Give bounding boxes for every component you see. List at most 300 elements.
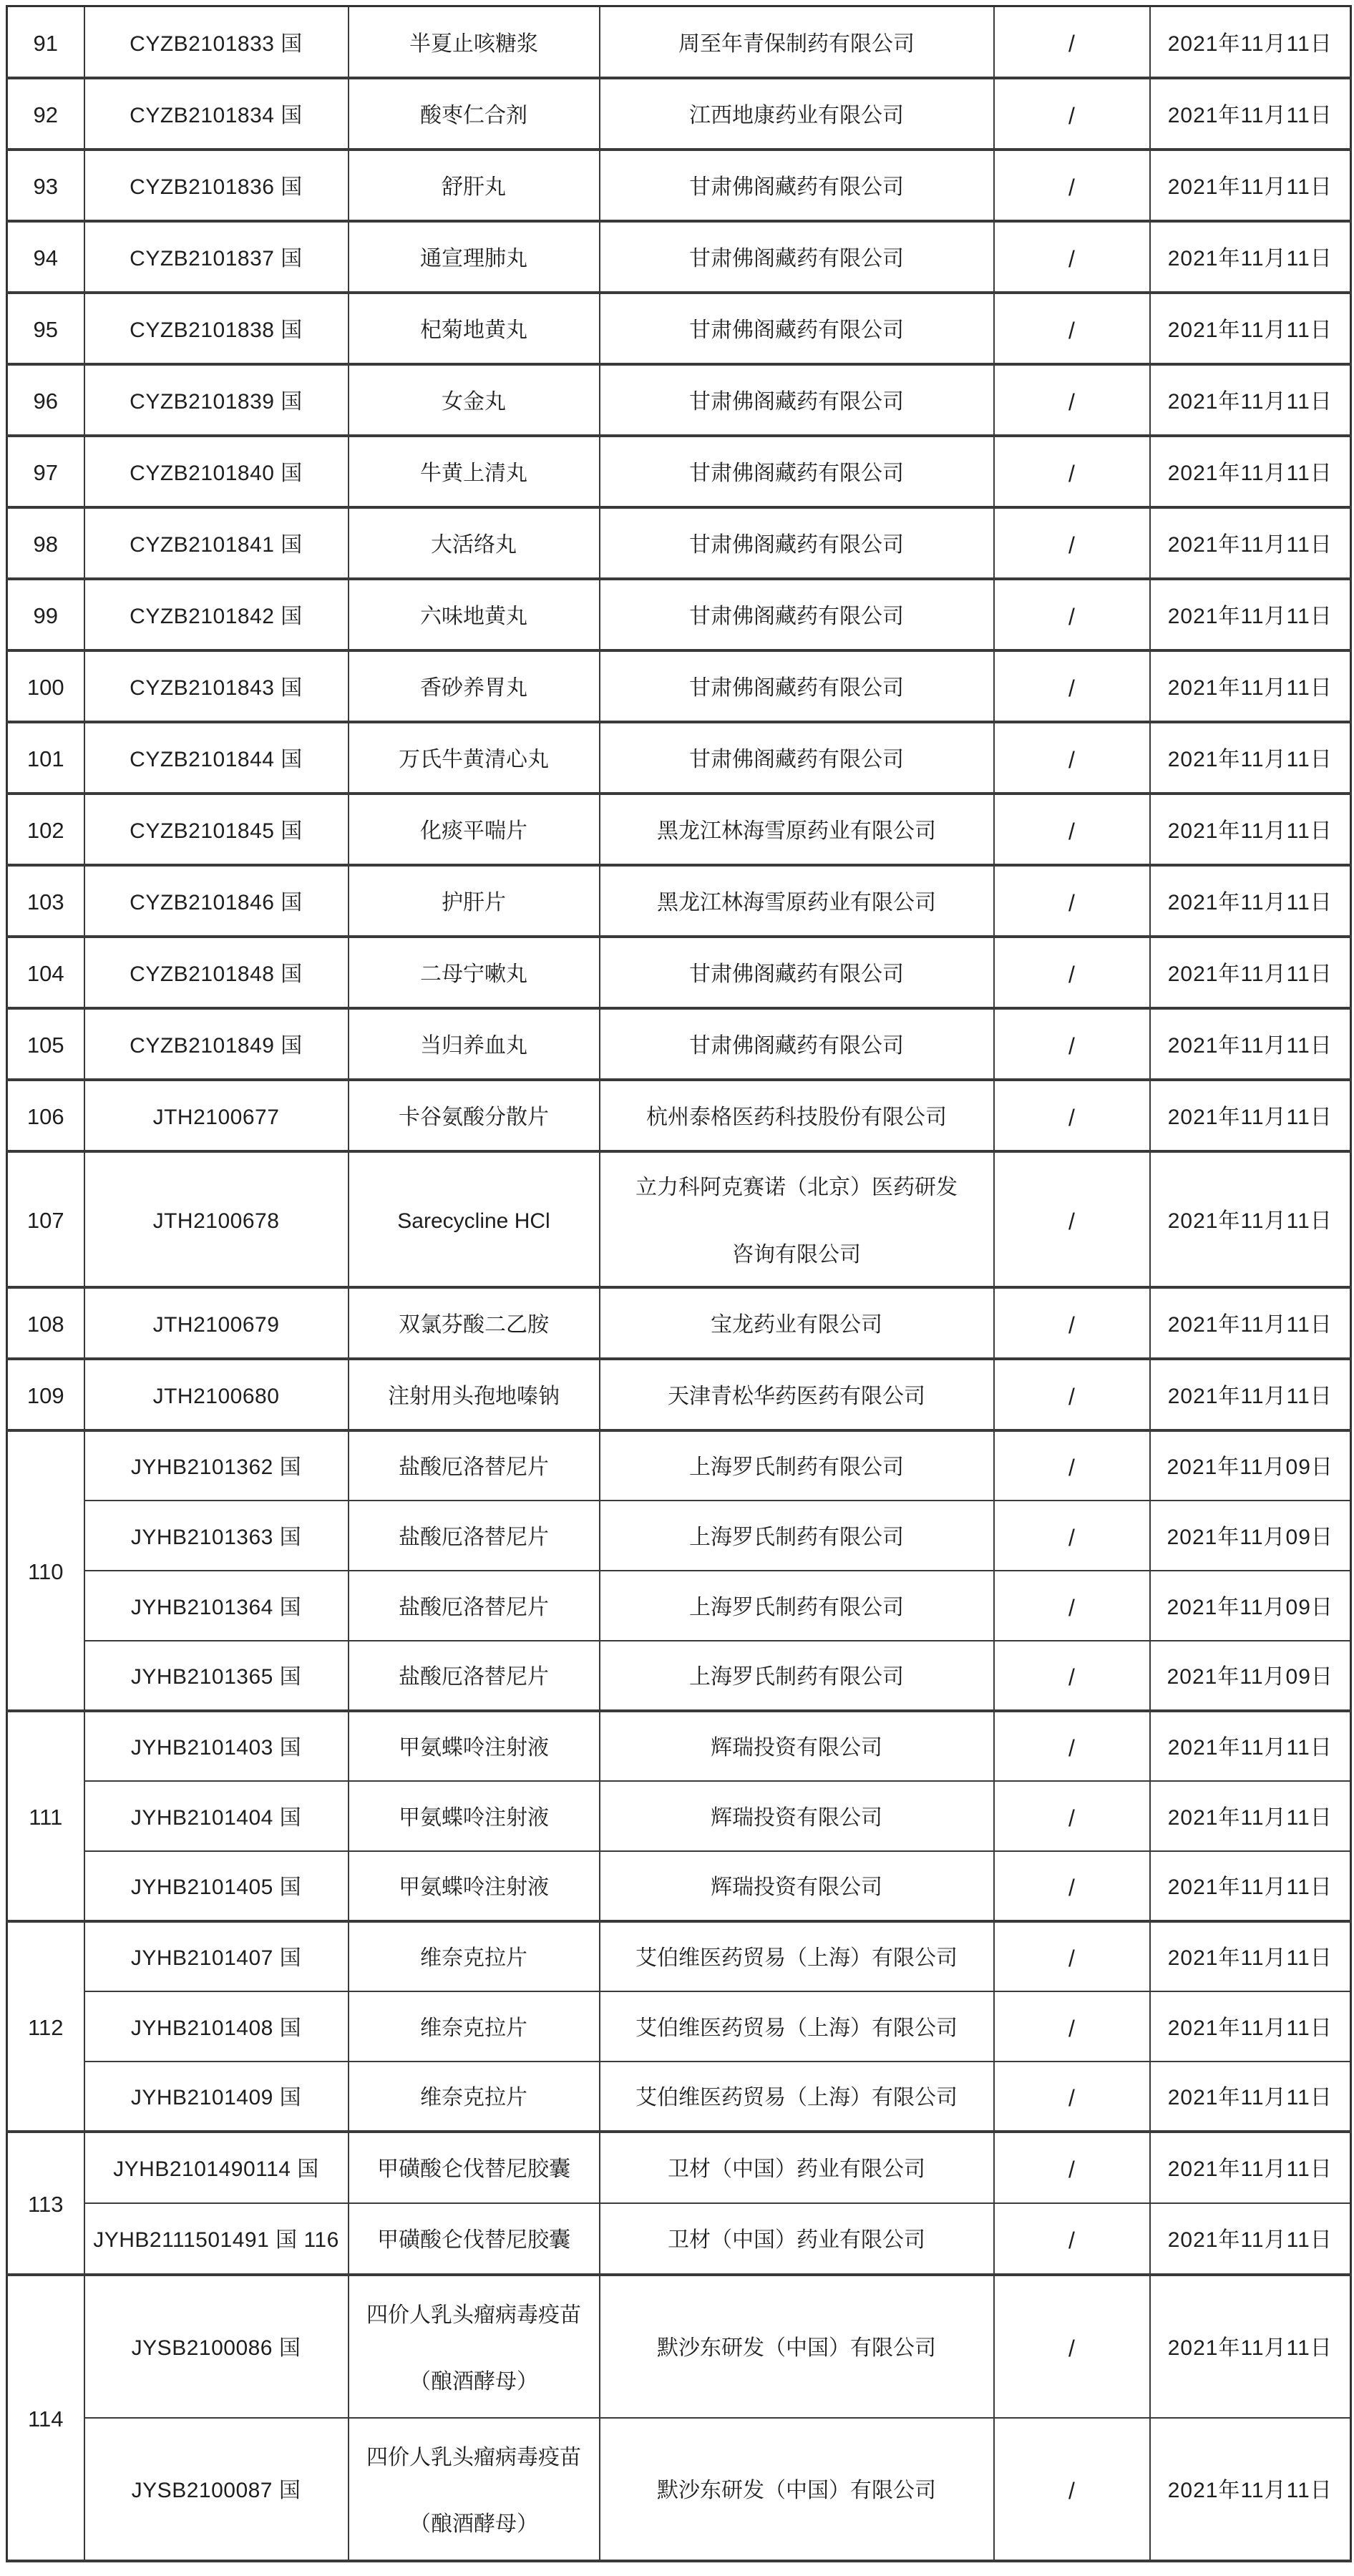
drug-name-cell — [349, 293, 600, 364]
table-row — [7, 1430, 1351, 1501]
drug-name-cell — [349, 1781, 600, 1851]
slash-cell-text: / — [1068, 675, 1075, 701]
acceptance-no-cell — [84, 1080, 349, 1151]
date-cell — [1150, 436, 1351, 507]
drug-name-cell — [349, 1991, 600, 2062]
company-cell-text: 甘肃佛阁藏药有限公司 — [689, 318, 904, 342]
drug-name-cell — [349, 650, 600, 722]
date-cell-text: 2021年11月09日 — [1167, 1595, 1333, 1619]
acceptance-no-cell-text: JYSB2100087 国 — [131, 2479, 301, 2503]
acceptance-no-cell-text: JTH2100678 — [152, 1209, 280, 1233]
slash-cell-text: / — [1068, 1455, 1075, 1480]
company-cell-text: 甘肃佛阁藏药有限公司 — [689, 532, 904, 557]
acceptance-no-cell-text: JYHB2101364 国 — [130, 1595, 302, 1619]
seq-cell — [7, 1080, 84, 1151]
table-row — [7, 221, 1351, 293]
drug-name-cell-text: 牛黄上清丸 — [420, 461, 527, 485]
table-row — [7, 1080, 1351, 1151]
company-cell-text: 辉瑞投资有限公司 — [711, 1805, 882, 1830]
company-cell — [600, 1711, 994, 1781]
acceptance-no-cell-text: JYHB2101362 国 — [130, 1455, 302, 1480]
seq-cell-text: 91 — [33, 30, 58, 56]
acceptance-no-cell-text: CYZB2101836 国 — [130, 175, 303, 199]
seq-cell-text: 94 — [33, 245, 58, 271]
drug-name-cell — [349, 722, 600, 794]
acceptance-no-cell — [84, 1008, 349, 1080]
slash-cell-text: / — [1068, 174, 1075, 200]
slash-cell-text: / — [1068, 245, 1075, 272]
company-cell — [600, 6, 994, 78]
date-cell-text: 2021年11月11日 — [1167, 819, 1333, 843]
slash-cell — [994, 579, 1150, 650]
table-row — [7, 1711, 1351, 1781]
table-row — [7, 2275, 1351, 2418]
date-cell-text: 2021年11月11日 — [1167, 747, 1333, 771]
slash-cell — [994, 2062, 1150, 2132]
acceptance-no-cell — [84, 78, 349, 150]
drug-name-cell-text: 万氏牛黄清心丸 — [399, 747, 549, 771]
acceptance-no-cell-text: CYZB2101848 国 — [130, 962, 303, 986]
seq-cell — [7, 1359, 84, 1430]
date-cell — [1150, 2062, 1351, 2132]
table-row — [7, 1851, 1351, 1921]
drug-name-cell-text: 护肝片 — [442, 890, 506, 914]
acceptance-no-cell — [84, 1287, 349, 1359]
table-row — [7, 6, 1351, 78]
acceptance-no-cell-text: CYZB2101844 国 — [130, 747, 303, 771]
seq-cell-text: 95 — [33, 317, 58, 343]
company-cell-text: 艾伯维医药贸易（上海）有限公司 — [635, 2016, 958, 2040]
drug-name-cell-text: 杞菊地黄丸 — [420, 318, 527, 342]
slash-cell-text: / — [1068, 818, 1075, 844]
acceptance-no-cell — [84, 150, 349, 221]
slash-cell-text: / — [1068, 317, 1075, 343]
seq-cell-text: 107 — [26, 1208, 64, 1234]
date-cell-text: 2021年11月11日 — [1167, 604, 1333, 628]
slash-cell — [994, 2418, 1150, 2561]
slash-cell-text: / — [1068, 102, 1075, 129]
date-cell — [1150, 1641, 1351, 1711]
company-cell-text: 杭州泰格医药科技股份有限公司 — [646, 1105, 947, 1129]
date-cell-text: 2021年11月11日 — [1167, 1033, 1333, 1058]
company-cell-text: 立力科阿克赛诺（北京）医药研发 — [635, 1176, 958, 1199]
company-cell-text: 甘肃佛阁藏药有限公司 — [689, 1033, 904, 1058]
acceptance-no-cell — [84, 1921, 349, 1991]
seq-cell — [7, 78, 84, 150]
slash-cell — [994, 364, 1150, 436]
slash-cell-text: / — [1068, 1208, 1075, 1234]
company-cell-text: 甘肃佛阁藏药有限公司 — [689, 175, 904, 199]
acceptance-no-cell — [84, 865, 349, 937]
acceptance-no-cell — [84, 436, 349, 507]
date-cell-text: 2021年11月11日 — [1167, 890, 1333, 914]
acceptance-no-cell-text: CYZB2101846 国 — [130, 890, 303, 914]
acceptance-no-cell-text: JYHB2101363 国 — [130, 1525, 302, 1549]
date-cell — [1150, 6, 1351, 78]
seq-cell-text: 96 — [33, 389, 58, 414]
date-cell — [1150, 1008, 1351, 1080]
slash-cell — [994, 1287, 1150, 1359]
drug-name-cell-text: 四价人乳头瘤病毒疫苗 — [366, 2445, 581, 2469]
table-row — [7, 1641, 1351, 1711]
drug-name-cell — [349, 1151, 600, 1287]
drug-name-cell-text: 酸枣仁合剂 — [420, 103, 527, 127]
table-row — [7, 650, 1351, 722]
seq-cell — [7, 1711, 84, 1921]
seq-cell-text: 114 — [28, 2406, 64, 2432]
slash-cell-text: / — [1068, 532, 1075, 558]
drug-name-cell — [349, 2275, 600, 2418]
company-cell — [600, 150, 994, 221]
drug-name-cell-text: 甲磺酸仑伐替尼胶囊 — [377, 2157, 570, 2182]
acceptance-no-cell-text: CYZB2101834 国 — [130, 103, 303, 127]
slash-cell — [994, 6, 1150, 78]
seq-cell-text: 93 — [33, 174, 58, 200]
date-cell — [1150, 1571, 1351, 1641]
slash-cell — [994, 78, 1150, 150]
slash-cell-text: / — [1068, 1312, 1075, 1338]
drug-name-cell — [349, 1287, 600, 1359]
table-row — [7, 1501, 1351, 1571]
acceptance-no-cell — [84, 1501, 349, 1571]
table-row — [7, 794, 1351, 865]
company-cell — [600, 1501, 994, 1571]
drug-name-cell — [349, 865, 600, 937]
slash-cell-text: / — [1068, 961, 1075, 987]
company-cell-text: 卫材（中国）药业有限公司 — [668, 2228, 925, 2253]
slash-cell — [994, 1080, 1150, 1151]
company-cell — [600, 1430, 994, 1501]
drug-name-cell-text: 维奈克拉片 — [420, 1946, 527, 1971]
slash-cell-text: / — [1068, 2085, 1075, 2111]
date-cell — [1150, 1287, 1351, 1359]
slash-cell — [994, 2132, 1150, 2203]
slash-cell-text: / — [1068, 1946, 1075, 1971]
company-cell-text: 默沙东研发（中国）有限公司 — [657, 2336, 936, 2361]
drug-name-cell — [349, 507, 600, 579]
slash-cell-text: / — [1068, 889, 1075, 916]
seq-cell — [7, 722, 84, 794]
seq-cell — [7, 1151, 84, 1287]
date-cell-text: 2021年11月11日 — [1167, 675, 1333, 700]
acceptance-no-cell — [84, 937, 349, 1008]
table-row — [7, 507, 1351, 579]
company-cell-text: 黑龙江林海雪原药业有限公司 — [657, 890, 936, 914]
acceptance-no-cell — [84, 6, 349, 78]
date-cell-text: 2021年11月11日 — [1167, 2016, 1333, 2040]
table-row — [7, 1287, 1351, 1359]
drug-name-cell-text: Sarecycline HCl — [397, 1209, 550, 1233]
drug-name-cell-text: 女金丸 — [442, 389, 506, 414]
acceptance-no-cell-text: JYHB2111501491 国 116 — [93, 2228, 339, 2253]
date-cell-text: 2021年11月11日 — [1167, 1736, 1333, 1760]
seq-cell-text: 110 — [28, 1559, 64, 1585]
drug-name-cell-text: 盐酸厄洛替尼片 — [399, 1455, 549, 1480]
slash-cell — [994, 1921, 1150, 1991]
acceptance-no-cell — [84, 579, 349, 650]
seq-cell-text: 111 — [29, 1805, 63, 1830]
company-cell — [600, 2418, 994, 2561]
company-cell-text: 上海罗氏制药有限公司 — [689, 1525, 904, 1549]
company-cell-text: 辉瑞投资有限公司 — [711, 1736, 882, 1760]
company-cell — [600, 1359, 994, 1430]
date-cell — [1150, 1711, 1351, 1781]
date-cell-text: 2021年11月11日 — [1167, 2336, 1333, 2361]
seq-cell-text: 113 — [28, 2192, 64, 2218]
company-cell-text: 黑龙江林海雪原药业有限公司 — [657, 819, 936, 843]
seq-cell-text: 92 — [33, 102, 58, 128]
date-cell — [1150, 1921, 1351, 1991]
slash-cell-text: / — [1068, 1594, 1075, 1621]
acceptance-no-cell-text: CYZB2101849 国 — [130, 1033, 303, 1058]
acceptance-no-cell — [84, 1571, 349, 1641]
company-cell — [600, 1641, 994, 1711]
drug-name-cell — [349, 794, 600, 865]
company-cell — [600, 1151, 994, 1287]
table-row — [7, 293, 1351, 364]
slash-cell — [994, 1781, 1150, 1851]
company-cell-text: 甘肃佛阁藏药有限公司 — [689, 246, 904, 270]
acceptance-no-cell — [84, 1851, 349, 1921]
acceptance-no-cell — [84, 2062, 349, 2132]
slash-cell — [994, 221, 1150, 293]
table-row — [7, 2062, 1351, 2132]
seq-cell — [7, 507, 84, 579]
date-cell — [1150, 2418, 1351, 2561]
company-cell-text: 咨询有限公司 — [732, 1242, 861, 1267]
table-body — [7, 6, 1351, 2561]
acceptance-no-cell — [84, 507, 349, 579]
seq-cell — [7, 937, 84, 1008]
acceptance-no-cell-text: CYZB2101843 国 — [130, 675, 303, 700]
company-cell-text: 上海罗氏制药有限公司 — [689, 1665, 904, 1689]
date-cell-text: 2021年11月11日 — [1167, 2086, 1333, 2110]
acceptance-no-cell-text: CYZB2101842 国 — [130, 604, 303, 628]
slash-cell — [994, 293, 1150, 364]
company-cell-text: 江西地康药业有限公司 — [689, 103, 904, 127]
drug-name-cell-text: 盐酸厄洛替尼片 — [399, 1525, 549, 1549]
date-cell — [1150, 2203, 1351, 2275]
date-cell-text: 2021年11月11日 — [1167, 246, 1333, 270]
slash-cell — [994, 865, 1150, 937]
company-cell-text: 宝龙药业有限公司 — [711, 1312, 882, 1337]
date-cell — [1150, 2275, 1351, 2418]
drug-name-cell — [349, 2062, 600, 2132]
slash-cell — [994, 436, 1150, 507]
slash-cell — [994, 1991, 1150, 2062]
seq-cell — [7, 794, 84, 865]
table-row — [7, 865, 1351, 937]
slash-cell-text: / — [1068, 746, 1075, 773]
drug-name-cell-text: 舒肝丸 — [442, 175, 506, 199]
drug-name-cell-text: （酿酒酵母） — [409, 2370, 538, 2394]
slash-cell — [994, 1501, 1150, 1571]
company-cell-text: 甘肃佛阁藏药有限公司 — [689, 461, 904, 485]
slash-cell — [994, 1430, 1150, 1501]
date-cell — [1150, 78, 1351, 150]
acceptance-no-cell-text: CYZB2101833 国 — [130, 31, 303, 56]
seq-cell — [7, 1921, 84, 2132]
company-cell — [600, 364, 994, 436]
seq-cell — [7, 1430, 84, 1711]
date-cell-text: 2021年11月11日 — [1167, 532, 1333, 557]
drug-name-cell-text: 甲磺酸仑伐替尼胶囊 — [377, 2228, 570, 2253]
drug-name-cell-text: 卡谷氨酸分散片 — [399, 1105, 549, 1129]
company-cell-text: 辉瑞投资有限公司 — [711, 1875, 882, 1900]
company-cell-text: 甘肃佛阁藏药有限公司 — [689, 389, 904, 414]
company-cell — [600, 436, 994, 507]
date-cell-text: 2021年11月11日 — [1167, 1946, 1333, 1971]
acceptance-no-cell — [84, 1430, 349, 1501]
date-cell-text: 2021年11月11日 — [1167, 1312, 1333, 1337]
company-cell-text: 甘肃佛阁藏药有限公司 — [689, 604, 904, 628]
drug-name-cell — [349, 1008, 600, 1080]
company-cell — [600, 794, 994, 865]
date-cell-text: 2021年11月11日 — [1167, 103, 1333, 127]
table-row — [7, 2418, 1351, 2561]
date-cell — [1150, 1151, 1351, 1287]
seq-cell — [7, 436, 84, 507]
table-row — [7, 1921, 1351, 1991]
drug-name-cell — [349, 2418, 600, 2561]
company-cell — [600, 1080, 994, 1151]
acceptance-no-cell-text: JTH2100677 — [152, 1105, 280, 1129]
date-cell — [1150, 794, 1351, 865]
drug-name-cell-text: 香砂养胃丸 — [420, 675, 527, 700]
drug-name-cell-text: 甲氨蝶呤注射液 — [399, 1875, 549, 1900]
acceptance-no-cell-text: CYZB2101838 国 — [130, 318, 303, 342]
seq-cell — [7, 364, 84, 436]
company-cell — [600, 937, 994, 1008]
acceptance-no-cell-text: JYHB2101405 国 — [130, 1875, 302, 1900]
drug-name-cell-text: 注射用头孢地嗪钠 — [388, 1384, 560, 1408]
acceptance-no-cell — [84, 2203, 349, 2275]
seq-cell — [7, 150, 84, 221]
acceptance-no-cell — [84, 1151, 349, 1287]
date-cell-text: 2021年11月11日 — [1167, 1384, 1333, 1408]
company-cell — [600, 507, 994, 579]
drug-name-cell-text: 四价人乳头瘤病毒疫苗 — [366, 2303, 581, 2327]
table-row — [7, 2203, 1351, 2275]
date-cell — [1150, 293, 1351, 364]
company-cell — [600, 293, 994, 364]
drug-name-cell — [349, 1080, 600, 1151]
date-cell — [1150, 1359, 1351, 1430]
company-cell-text: 甘肃佛阁藏药有限公司 — [689, 747, 904, 771]
date-cell — [1150, 937, 1351, 1008]
slash-cell-text: / — [1068, 1735, 1075, 1761]
slash-cell — [994, 1359, 1150, 1430]
company-cell — [600, 221, 994, 293]
seq-cell — [7, 2132, 84, 2275]
company-cell — [600, 865, 994, 937]
drug-name-cell — [349, 937, 600, 1008]
date-cell — [1150, 1781, 1351, 1851]
slash-cell-text: / — [1068, 1033, 1075, 1059]
slash-cell-text: / — [1068, 31, 1075, 57]
acceptance-no-cell-text: JYHB2101403 国 — [130, 1736, 302, 1760]
acceptance-no-cell-text: JYHB2101407 国 — [130, 1946, 302, 1971]
table-row — [7, 78, 1351, 150]
acceptance-no-cell-text: JYHB2101490114 国 — [113, 2157, 319, 2182]
slash-cell-text: / — [1068, 1383, 1075, 1410]
seq-cell-text: 102 — [26, 818, 64, 844]
date-cell-text: 2021年11月09日 — [1167, 1525, 1333, 1549]
seq-cell — [7, 865, 84, 937]
date-cell — [1150, 1501, 1351, 1571]
drug-name-cell — [349, 78, 600, 150]
drug-name-cell — [349, 1921, 600, 1991]
slash-cell-text: / — [1068, 1104, 1075, 1131]
acceptance-no-cell — [84, 1991, 349, 2062]
seq-cell-text: 105 — [26, 1033, 64, 1058]
drug-name-cell — [349, 1711, 600, 1781]
slash-cell — [994, 794, 1150, 865]
drug-name-cell — [349, 221, 600, 293]
drug-name-cell — [349, 1501, 600, 1571]
table-row — [7, 722, 1351, 794]
date-cell — [1150, 150, 1351, 221]
seq-cell — [7, 1008, 84, 1080]
acceptance-no-cell — [84, 1359, 349, 1430]
date-cell-text: 2021年11月11日 — [1167, 318, 1333, 342]
drug-name-cell-text: 当归养血丸 — [420, 1033, 527, 1058]
seq-cell-text: 98 — [33, 532, 58, 557]
slash-cell-text: / — [1068, 603, 1075, 630]
drug-name-cell — [349, 6, 600, 78]
acceptance-no-cell — [84, 2132, 349, 2203]
seq-cell-text: 99 — [33, 603, 58, 629]
acceptance-no-cell-text: JYHB2101409 国 — [130, 2086, 302, 2110]
seq-cell — [7, 1287, 84, 1359]
seq-cell-text: 109 — [26, 1383, 64, 1409]
acceptance-no-cell — [84, 1711, 349, 1781]
drug-name-cell — [349, 1851, 600, 1921]
drug-name-cell-text: （酿酒酵母） — [409, 2512, 538, 2536]
date-cell — [1150, 722, 1351, 794]
drug-name-cell-text: 盐酸厄洛替尼片 — [399, 1595, 549, 1619]
table-row — [7, 579, 1351, 650]
company-cell — [600, 1571, 994, 1641]
drug-name-cell — [349, 2132, 600, 2203]
slash-cell — [994, 937, 1150, 1008]
date-cell-text: 2021年11月11日 — [1167, 461, 1333, 485]
acceptance-no-cell — [84, 794, 349, 865]
acceptance-no-cell-text: JYHB2101404 国 — [130, 1805, 302, 1830]
table-row — [7, 150, 1351, 221]
drug-name-cell — [349, 1430, 600, 1501]
date-cell — [1150, 1991, 1351, 2062]
seq-cell-text: 97 — [33, 460, 58, 486]
date-cell-text: 2021年11月11日 — [1167, 1105, 1333, 1129]
acceptance-no-cell — [84, 722, 349, 794]
date-cell — [1150, 221, 1351, 293]
drug-name-cell-text: 盐酸厄洛替尼片 — [399, 1665, 549, 1689]
company-cell — [600, 1851, 994, 1921]
date-cell — [1150, 364, 1351, 436]
company-cell — [600, 1008, 994, 1080]
seq-cell-text: 112 — [28, 2015, 64, 2041]
acceptance-no-cell — [84, 1641, 349, 1711]
company-cell-text: 默沙东研发（中国）有限公司 — [657, 2479, 936, 2503]
drug-name-cell-text: 六味地黄丸 — [420, 604, 527, 628]
slash-cell — [994, 1008, 1150, 1080]
table-row — [7, 2132, 1351, 2203]
drug-name-cell-text: 半夏止咳糖浆 — [409, 31, 538, 56]
acceptance-no-cell — [84, 650, 349, 722]
slash-cell-text: / — [1068, 2478, 1075, 2504]
date-cell-text: 2021年11月11日 — [1167, 2228, 1333, 2253]
